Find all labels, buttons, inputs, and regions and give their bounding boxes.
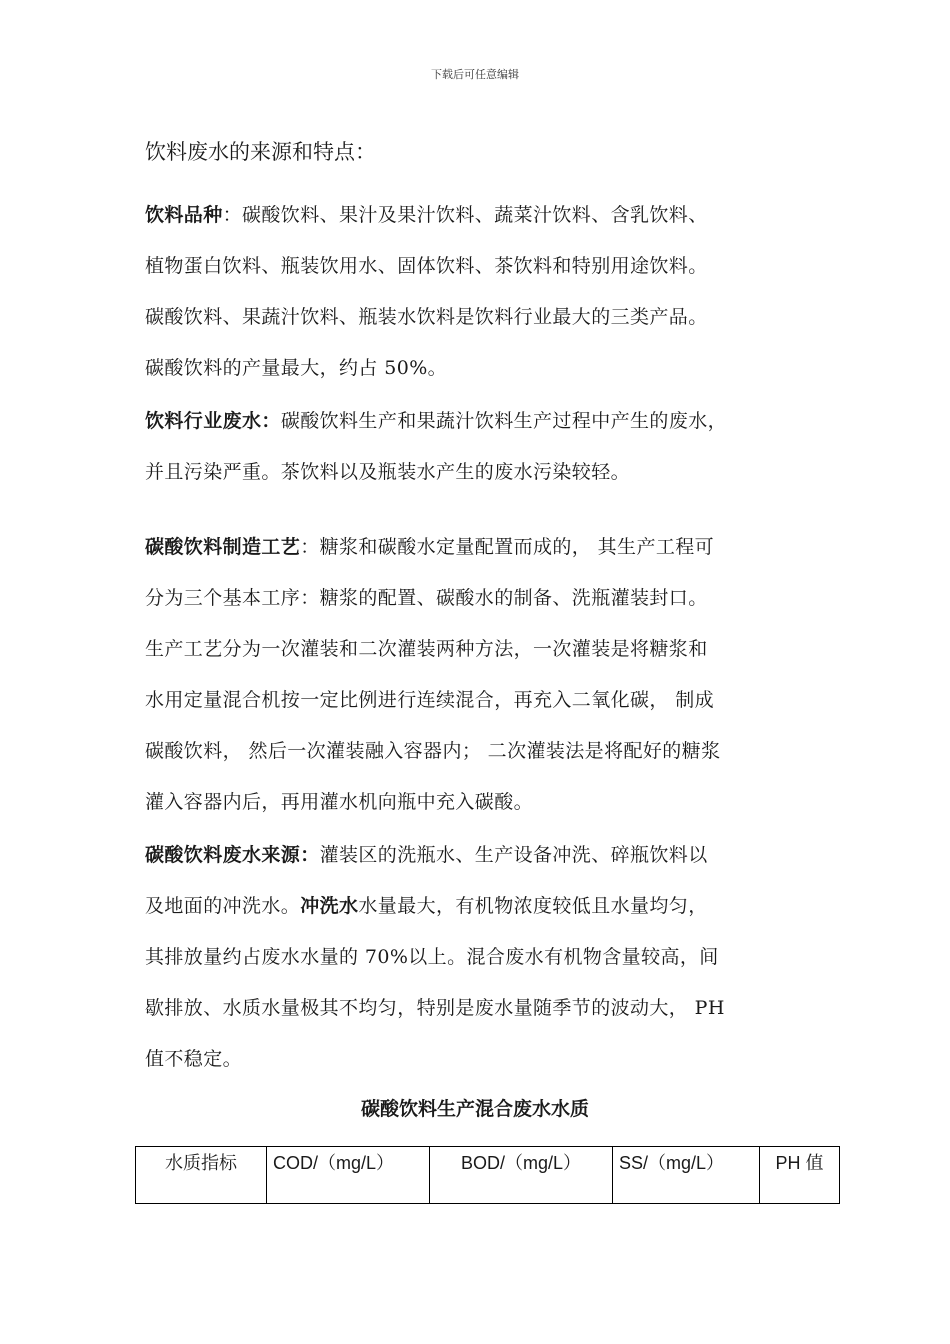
paragraph-line: 碳酸饮料， 然后一次灌装融入容器内； 二次灌装法是将配好的糖浆: [145, 740, 721, 762]
paragraph-manufacturing-process: [145, 522, 835, 828]
term-rinse-water: 冲洗水: [300, 895, 359, 917]
table-header-cell: SS/（mg/L）: [613, 1147, 760, 1204]
paragraph-line: 水量最大，有机物浓度较低且水量均匀，: [358, 895, 708, 917]
table-header-cell: BOD/（mg/L）: [430, 1147, 613, 1204]
table-header-cell: PH 值: [760, 1147, 840, 1204]
paragraph-line: 灌装区的洗瓶水、生产设备冲洗、碎瓶饮料以: [319, 844, 708, 866]
paragraph-line: 碳酸饮料的产量最大，约占 50%。: [145, 357, 448, 379]
water-quality-table: [135, 1146, 840, 1204]
paragraph-line: 植物蛋白饮料、瓶装饮用水、固体饮料、茶饮料和特别用途饮料。: [145, 255, 708, 277]
paragraph-line: 值不稳定。: [145, 1048, 243, 1070]
term-wastewater-sources: 碳酸饮料废水来源：: [145, 844, 320, 866]
paragraph-beverage-types: [145, 190, 835, 394]
paragraph-line: 歇排放、水质水量极其不均匀，特别是废水量随季节的波动大， PH: [145, 997, 725, 1019]
paragraph-line: 生产工艺分为一次灌装和二次灌装两种方法，一次灌装是将糖浆和: [145, 638, 708, 660]
header-note: 下载后可任意编辑: [431, 68, 519, 81]
paragraph-line: 分为三个基本工序：糖浆的配置、碳酸水的制备、洗瓶灌装封口。: [145, 587, 708, 609]
term-manufacturing-process: 碳酸饮料制造工艺: [145, 536, 301, 558]
paragraph-industry-wastewater: [145, 396, 835, 498]
paragraph-line: 及地面的冲洗水。: [145, 895, 301, 917]
paragraph-line: ：糖浆和碳酸水定量配置而成的， 其生产工程可: [300, 536, 715, 558]
page-title: 饮料废水的来源和特点：: [145, 140, 376, 164]
paragraph-line: 其排放量约占废水水量的 70%以上。混合废水有机物含量较高，间: [145, 946, 719, 968]
table-header-cell: COD/（mg/L）: [267, 1147, 430, 1204]
paragraph-line: 碳酸饮料生产和果蔬汁饮料生产过程中产生的废水，: [280, 410, 728, 432]
table-header-cell: 水质指标: [136, 1147, 267, 1204]
paragraph-wastewater-sources: [145, 830, 835, 1085]
paragraph-line: 灌入容器内后，再用灌水机向瓶中充入碳酸。: [145, 791, 534, 813]
term-industry-wastewater: 饮料行业废水：: [145, 410, 281, 432]
table-header-row: [136, 1147, 840, 1204]
paragraph-line: 碳酸饮料、果蔬汁饮料、瓶装水饮料是饮料行业最大的三类产品。: [145, 306, 708, 328]
paragraph-line: 水用定量混合机按一定比例进行连续混合，再充入二氧化碳， 制成: [145, 689, 715, 711]
table-title: 碳酸饮料生产混合废水水质: [360, 1098, 589, 1120]
term-beverage-types: 饮料品种: [145, 204, 223, 226]
paragraph-line: ：碳酸饮料、果汁及果汁饮料、蔬菜汁饮料、含乳饮料、: [222, 204, 708, 226]
paragraph-line: 并且污染严重。茶饮料以及瓶装水产生的废水污染较轻。: [145, 461, 631, 483]
